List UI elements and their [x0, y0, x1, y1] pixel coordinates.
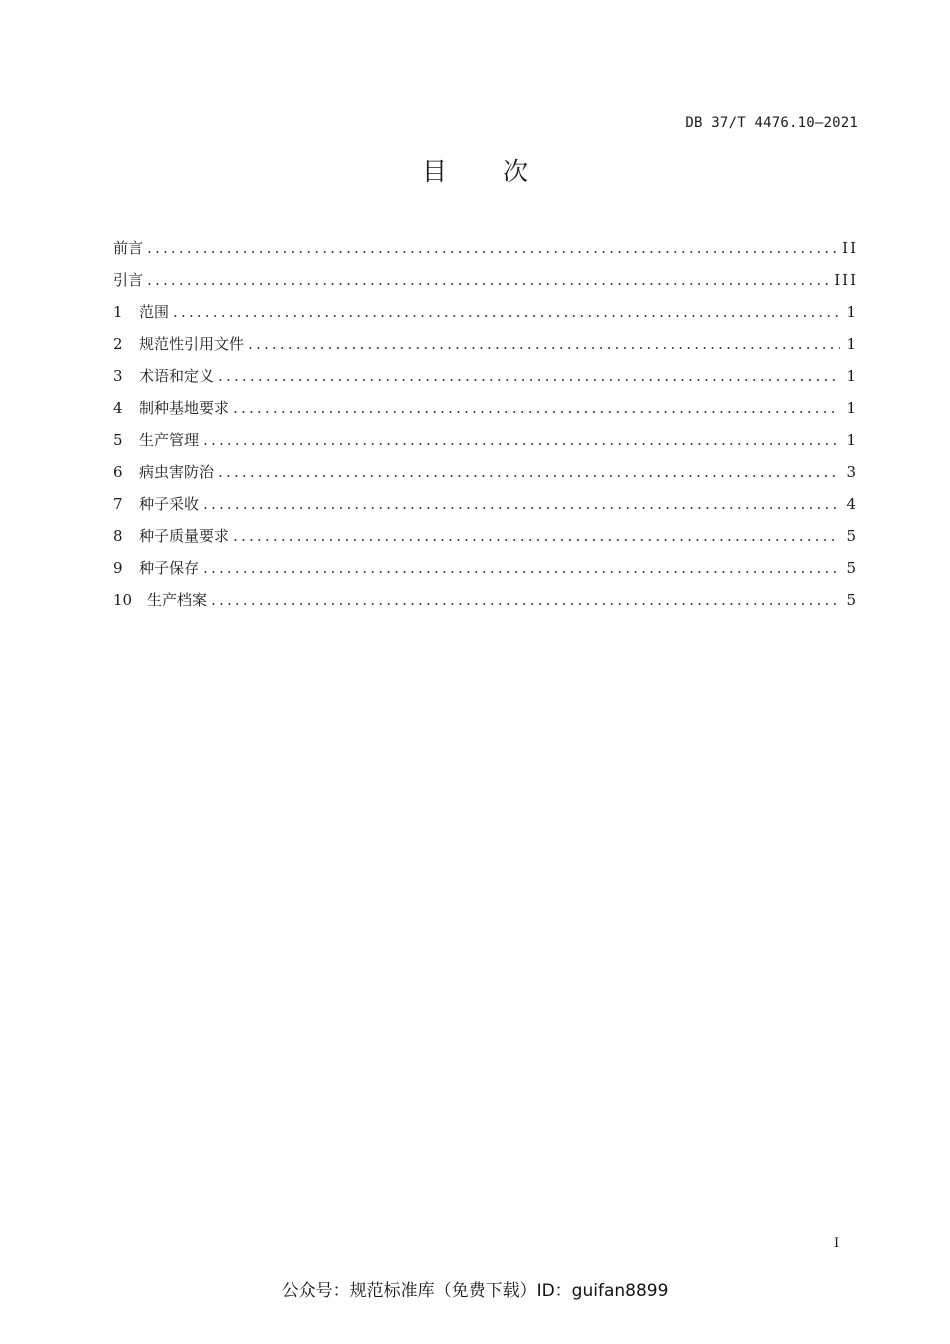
- toc-entry-base-requirements[interactable]: [113, 397, 858, 429]
- toc-entry-foreword[interactable]: [113, 237, 858, 269]
- entry-page: 5: [846, 527, 858, 545]
- entry-label: 范围: [139, 303, 170, 321]
- entry-page: 4: [846, 495, 858, 513]
- dot-leader: [173, 303, 840, 321]
- entry-page: 1: [846, 335, 858, 353]
- entry-page: 1: [846, 431, 858, 449]
- table-of-contents: [113, 237, 858, 621]
- entry-number: 1: [113, 303, 123, 321]
- entry-label: 规范性引用文件: [139, 335, 245, 353]
- entry-page: 1: [846, 399, 858, 417]
- dot-leader: [233, 527, 840, 545]
- entry-label: 种子采收: [139, 495, 200, 513]
- entry-number: 2: [113, 335, 123, 353]
- entry-label: 前言: [113, 239, 144, 257]
- entry-number: 10: [113, 591, 133, 609]
- entry-number: 5: [113, 431, 123, 449]
- dot-leader: [203, 559, 840, 577]
- entry-label: 引言: [113, 271, 144, 289]
- footer-watermark-note: 公众号：规范标准库（免费下载）ID：guifan8899: [281, 1281, 669, 1301]
- entry-number: 7: [113, 495, 123, 513]
- toc-entry-production-management[interactable]: [113, 429, 858, 461]
- entry-page: 3: [846, 463, 858, 481]
- page-number: I: [834, 1236, 840, 1251]
- toc-entry-normative-references[interactable]: [113, 333, 858, 365]
- entry-page: III: [834, 271, 858, 289]
- entry-label: 术语和定义: [139, 367, 215, 385]
- entry-label: 病虫害防治: [139, 463, 215, 481]
- entry-page: II: [842, 239, 858, 257]
- entry-number: 4: [113, 399, 123, 417]
- toc-entry-introduction[interactable]: [113, 269, 858, 301]
- toc-entry-pest-control[interactable]: [113, 461, 858, 493]
- dot-leader: [218, 367, 840, 385]
- entry-page: 1: [846, 367, 858, 385]
- toc-entry-terms-definitions[interactable]: [113, 365, 858, 397]
- document-code: DB 37/T 4476.10—2021: [685, 115, 858, 131]
- toc-entry-seed-storage[interactable]: [113, 557, 858, 589]
- entry-number: 6: [113, 463, 123, 481]
- entry-label: 制种基地要求: [139, 399, 230, 417]
- dot-leader: [203, 495, 840, 513]
- entry-label: 种子质量要求: [139, 527, 230, 545]
- entry-page: 1: [846, 303, 858, 321]
- entry-page: 5: [846, 591, 858, 609]
- toc-entry-production-records[interactable]: [113, 589, 858, 621]
- entry-number: 3: [113, 367, 123, 385]
- entry-number: 9: [113, 559, 123, 577]
- dot-leader: [203, 431, 840, 449]
- toc-entry-scope[interactable]: [113, 301, 858, 333]
- dot-leader: [211, 591, 840, 609]
- dot-leader: [147, 271, 828, 289]
- dot-leader: [248, 335, 840, 353]
- entry-label: 种子保存: [139, 559, 200, 577]
- entry-page: 5: [846, 559, 858, 577]
- entry-label: 生产档案: [147, 591, 208, 609]
- toc-title: 目 次: [422, 157, 528, 186]
- dot-leader: [233, 399, 840, 417]
- toc-entry-seed-harvest[interactable]: [113, 493, 858, 525]
- dot-leader: [218, 463, 840, 481]
- entry-number: 8: [113, 527, 123, 545]
- toc-entry-seed-quality[interactable]: [113, 525, 858, 557]
- dot-leader: [147, 239, 836, 257]
- entry-label: 生产管理: [139, 431, 200, 449]
